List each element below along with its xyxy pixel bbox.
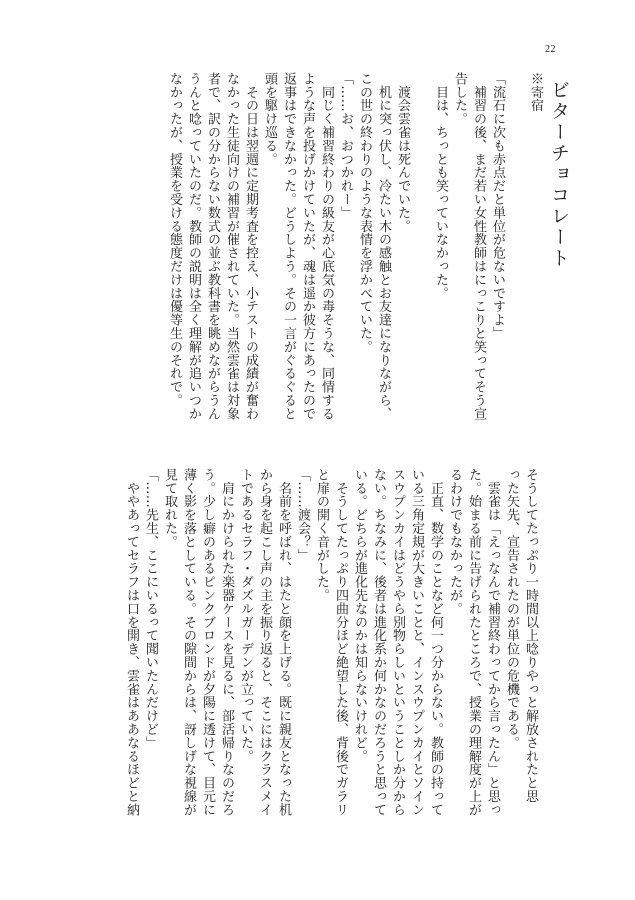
text-line: 「……お、おつかれー」 <box>338 72 353 220</box>
text-line: 見て取れた。 <box>162 468 177 549</box>
chapter-title: ビターチョコレート <box>548 80 570 269</box>
text-line: ※寄宿 <box>528 72 543 113</box>
text-line: ような声を投げかけていたが、魂は遥か彼方にあったので <box>300 72 315 421</box>
page-number: 22 <box>545 44 556 55</box>
text-line: 返事はできなかった。どうしよう。その一言がぐるぐると <box>281 72 296 421</box>
text-line: ややあってセラフは口を開き、雲雀はああなるほどと納 <box>124 468 139 817</box>
text-line: 正直、数学のことなど何一つ分からない。教師の持って <box>428 468 443 817</box>
text-line: なかったが、授業を受ける態度だけは優等生のそれで。 <box>167 72 182 407</box>
text-line: トであるセラフ・ダズルガーデンが立っていた。 <box>238 468 253 763</box>
text-line: スウプンカイはどうやら別物らしいということしか分から <box>390 468 405 817</box>
text-line: なかった生徒向けの補習が催されていた。当然雲雀は対象 <box>224 72 239 421</box>
text-line: この世の終わりのような表情を浮かべていた。 <box>357 72 372 354</box>
text-line: そうしてたっぷり四曲分ほど絶望した後、背後でガラリ <box>333 468 348 817</box>
text-line: そうしてたっぷり一時間以上唸りやっと解放されたと思 <box>523 468 538 803</box>
text-line: 「……先生、ここにいるって聞いたんだけど」 <box>143 468 158 750</box>
text-line: 補習の後、まだ若い女性教師はにっこりと笑ってそう宣 <box>471 72 486 421</box>
text-line: た。始まる前に告げられたところで、授業の理解度が上が <box>466 468 481 817</box>
text-line: 頭を駆け巡る。 <box>262 72 277 166</box>
text-line: う。少し癖のあるピンクブロンドが夕陽に透けて、目元に <box>200 468 215 817</box>
text-line: 同じく補習終わりの級友が心底気の毒そうな、同情する <box>319 72 334 421</box>
text-line: 名前を呼ばれ、はたと顔を上げる。既に親友となった机 <box>276 468 291 817</box>
text-column-lower <box>85 468 540 823</box>
text-line: 者で、訳の分からない数式の並ぶ教科書を眺めながらうん <box>205 72 220 421</box>
text-line <box>507 72 526 432</box>
text-line: いる。どちらが進化先なのかは知らないけれど。 <box>352 468 367 763</box>
text-line: ない。ちなみに、後者は進化系か何かなのだろうと思って <box>371 468 386 817</box>
text-line <box>412 72 431 432</box>
text-line: 渡会雲雀は死んでいた。 <box>395 72 410 233</box>
text-line: 肩にかけられた楽器ケースを見るに、部活帰りなのだろ <box>219 468 234 817</box>
text-line: 目は、ちっとも笑っていなかった。 <box>433 72 448 300</box>
text-line: 机に突っ伏し、冷たい木の感触とお友達になりながら、 <box>376 72 391 421</box>
text-line: 雲雀は「えっなんで補習終わってから言ったん」と思っ <box>485 468 500 817</box>
text-line: いる三角定規が大きいことと、インスウプンカイとソイン <box>409 468 424 817</box>
text-line: 告した。 <box>452 72 467 126</box>
text-line: 薄く影を落としている。その隙間からは、訝しげな視線が <box>181 468 196 817</box>
text-column-upper <box>90 72 545 432</box>
text-line: った矢先、宣告されたのが単位の危機である。 <box>504 468 519 750</box>
text-line: その日は翌週に定期考査を控え、小テストの成績が奮わ <box>243 72 258 421</box>
text-line: と扉の開く音がした。 <box>314 468 329 602</box>
text-line: うんと唸っていたのだ。教師の説明は全く理解が追いつか <box>186 72 201 421</box>
text-line: るわけでもなかったが。 <box>447 468 462 616</box>
text-line: から身を起こし声の主を振り返ると、そこにはクラスメイ <box>257 468 272 817</box>
text-line: 「……渡会？」 <box>295 468 310 562</box>
text-line: 「流石に次も赤点だと単位が危ないですよ」 <box>490 72 505 340</box>
